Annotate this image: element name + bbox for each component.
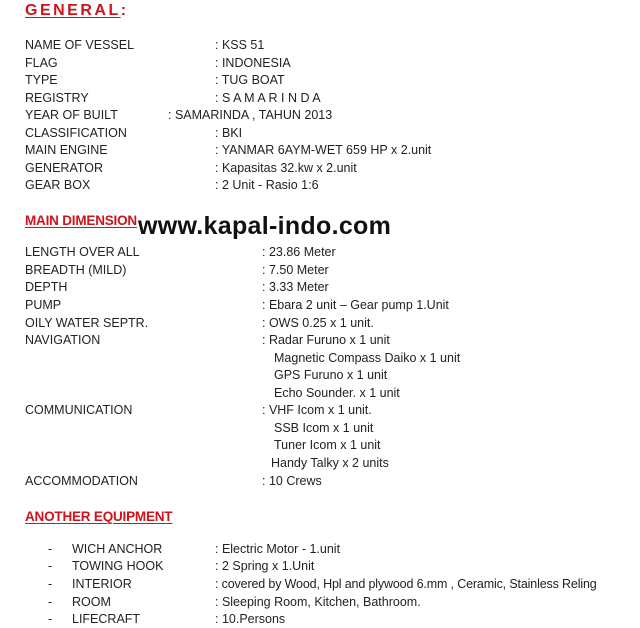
dimension-value: : VHF Icom x 1 unit. bbox=[262, 403, 372, 417]
general-label: GEAR BOX bbox=[25, 178, 91, 192]
dimension-label: PUMP bbox=[25, 298, 62, 312]
dimension-label: OILY WATER SEPTR. bbox=[25, 316, 149, 330]
another-equipment-title: ANOTHER EQUIPMENT bbox=[25, 509, 173, 524]
general-value: : SAMARINDA , TAHUN 2013 bbox=[168, 108, 333, 122]
general-value: : S A M A R I N D A bbox=[215, 91, 321, 105]
equipment-label: LIFECRAFT bbox=[72, 612, 141, 626]
general-label: TYPE bbox=[25, 73, 58, 87]
general-heading bbox=[25, 3, 126, 19]
equipment-label: WICH ANCHOR bbox=[72, 542, 163, 556]
dimension-label: BREADTH (MILD) bbox=[25, 263, 127, 277]
bullet: - bbox=[48, 577, 53, 591]
general-label: YEAR OF BUILT bbox=[25, 108, 118, 122]
dimension-label: ACCOMMODATION bbox=[25, 474, 138, 488]
bullet: - bbox=[48, 559, 53, 573]
general-title: GENERAL bbox=[25, 2, 121, 19]
dimension-value: : 3.33 Meter bbox=[262, 280, 329, 294]
bullet: - bbox=[48, 542, 53, 556]
dimension-label: COMMUNICATION bbox=[25, 403, 133, 417]
general-value: : BKI bbox=[215, 126, 243, 140]
equipment-value: : 2 Spring x 1.Unit bbox=[215, 559, 315, 573]
general-label: GENERATOR bbox=[25, 161, 104, 175]
general-value: : INDONESIA bbox=[215, 56, 291, 70]
general-value: : TUG BOAT bbox=[215, 73, 285, 87]
dimension-value: Tuner Icom x 1 unit bbox=[274, 438, 381, 452]
dimension-value: GPS Furuno x 1 unit bbox=[274, 368, 388, 382]
dimension-label: NAVIGATION bbox=[25, 333, 101, 347]
general-label: CLASSIFICATION bbox=[25, 126, 127, 140]
bullet: - bbox=[48, 612, 53, 626]
general-value: : 2 Unit - Rasio 1:6 bbox=[215, 178, 319, 192]
general-label: REGISTRY bbox=[25, 91, 89, 105]
general-value: : KSS 51 bbox=[215, 38, 265, 52]
general-value: : Kapasitas 32.kw x 2.unit bbox=[215, 161, 357, 175]
dimension-value: : Radar Furuno x 1 unit bbox=[262, 333, 390, 347]
equipment-label: TOWING HOOK bbox=[72, 559, 164, 573]
dimension-value: Handy Talky x 2 units bbox=[271, 456, 389, 470]
dimension-value: : 7.50 Meter bbox=[262, 263, 329, 277]
dimension-label: LENGTH OVER ALL bbox=[25, 245, 140, 259]
watermark: www.kapal-indo.com bbox=[138, 212, 392, 240]
dimension-value: Magnetic Compass Daiko x 1 unit bbox=[274, 351, 461, 365]
equipment-value: : 10.Persons bbox=[215, 612, 286, 626]
general-title-colon: : bbox=[120, 2, 127, 19]
bullet: - bbox=[48, 595, 53, 609]
dimension-value: : OWS 0.25 x 1 unit. bbox=[262, 316, 374, 330]
dimension-value: : 23.86 Meter bbox=[262, 245, 336, 259]
equipment-value: : Electric Motor - 1.unit bbox=[215, 542, 341, 556]
equipment-label: ROOM bbox=[72, 595, 111, 609]
dimension-value: : 10 Crews bbox=[262, 474, 322, 488]
equipment-value: : covered by Wood, Hpl and plywood 6.mm , Ceramic, Stainless Reling bbox=[215, 577, 597, 591]
general-value: : YANMAR 6AYM-WET 659 HP x 2.unit bbox=[215, 143, 432, 157]
dimension-label: DEPTH bbox=[25, 280, 68, 294]
equipment-label: INTERIOR bbox=[72, 577, 132, 591]
dimension-value: Echo Sounder. x 1 unit bbox=[274, 386, 400, 400]
dimension-value: : Ebara 2 unit – Gear pump 1.Unit bbox=[262, 298, 449, 312]
general-label: NAME OF VESSEL bbox=[25, 38, 135, 52]
general-label: FLAG bbox=[25, 56, 58, 70]
dimension-value: SSB Icom x 1 unit bbox=[274, 421, 374, 435]
main-dimension-title: MAIN DIMENSION bbox=[25, 213, 137, 228]
general-label: MAIN ENGINE bbox=[25, 143, 108, 157]
equipment-value: : Sleeping Room, Kitchen, Bathroom. bbox=[215, 595, 421, 609]
